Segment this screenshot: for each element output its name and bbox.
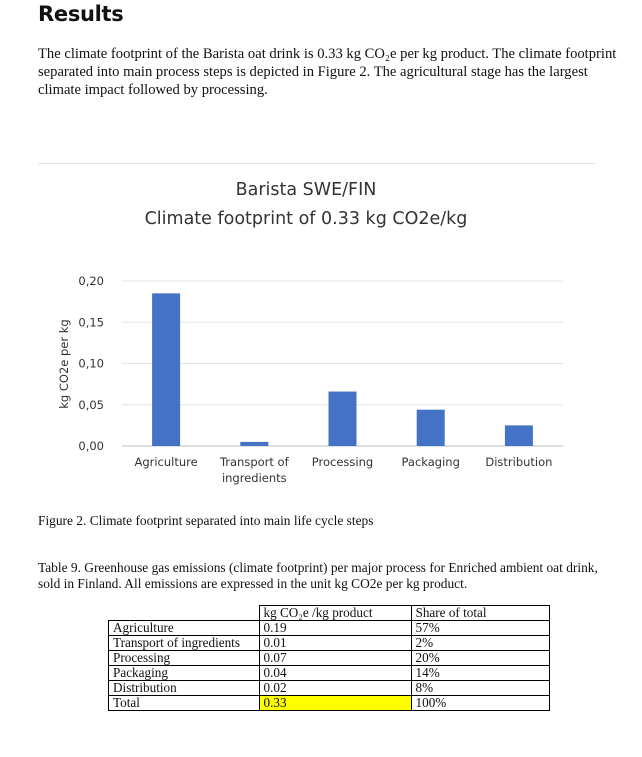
process-cell: Processing <box>109 651 260 666</box>
value-cell: 0.04 <box>259 666 411 681</box>
table-row <box>109 666 550 681</box>
value-cell-highlighted: 0.33 <box>259 696 411 711</box>
process-cell: Total <box>109 696 260 711</box>
header-cell <box>109 606 260 621</box>
table-total-row <box>109 696 550 711</box>
x-tick-label: Packaging <box>401 455 460 469</box>
share-cell: 100% <box>411 696 549 711</box>
bar <box>417 410 445 446</box>
chart-title: Barista SWE/FIN <box>235 180 377 200</box>
y-tick-label: 0,10 <box>78 356 104 371</box>
table-row <box>109 681 550 696</box>
share-cell: 20% <box>411 651 549 666</box>
share-cell: 2% <box>411 636 549 651</box>
bar <box>152 293 180 446</box>
x-tick-label: Processing <box>311 455 374 469</box>
emissions-table <box>108 605 550 711</box>
x-tick-label: ingredients <box>221 471 287 485</box>
share-cell: 57% <box>411 621 549 636</box>
value-cell: 0.07 <box>259 651 411 666</box>
chart-container <box>38 163 596 501</box>
intro-paragraph: The climate footprint of the Barista oat drink is 0.33 kg CO₂e per kg product. The climate footprint separated into main process steps is depicted in Figure 2. The agricultural stage has the largest climate impact followed by processing. <box>38 46 617 98</box>
table-row <box>109 636 550 651</box>
y-tick-label: 0,20 <box>78 274 104 288</box>
value-cell: 0.19 <box>259 621 411 636</box>
process-cell: Packaging <box>109 666 260 681</box>
chart-subtitle: Climate footprint of 0.33 kg CO2e/kg <box>144 209 468 229</box>
value-cell: 0.01 <box>259 636 411 651</box>
header-cell: kg CO₂e /kg product <box>259 606 411 621</box>
table-header-row <box>109 606 550 621</box>
table-row <box>109 621 550 636</box>
x-tick-label: Distribution <box>485 455 553 469</box>
share-cell: 14% <box>411 666 549 681</box>
figure-caption: Figure 2. Climate footprint separated into main life cycle steps <box>38 513 374 528</box>
process-cell: Distribution <box>109 681 260 696</box>
section-heading: Results <box>38 2 124 26</box>
y-tick-label: 0,05 <box>78 397 104 412</box>
process-cell: Transport of ingredients <box>109 636 260 651</box>
bar <box>505 425 533 446</box>
y-axis-label: kg CO2e per kg <box>57 319 71 409</box>
y-tick-label: 0,15 <box>78 315 104 330</box>
header-cell: Share of total <box>411 606 549 621</box>
table-row <box>109 651 550 666</box>
share-cell: 8% <box>411 681 549 696</box>
x-tick-label: Agriculture <box>134 455 198 469</box>
process-cell: Agriculture <box>109 621 260 636</box>
bar <box>240 442 268 446</box>
value-cell: 0.02 <box>259 681 411 696</box>
x-tick-label: Transport of <box>219 455 289 469</box>
y-tick-label: 0,00 <box>78 439 104 453</box>
bar-chart <box>38 164 596 501</box>
bar <box>329 392 357 446</box>
table-caption: Table 9. Greenhouse gas emissions (climate footprint) per major process for Enriched ambient oat drink, sold in Finland. All emissions are expressed in the unit kg CO2e per kg product. <box>38 560 598 591</box>
